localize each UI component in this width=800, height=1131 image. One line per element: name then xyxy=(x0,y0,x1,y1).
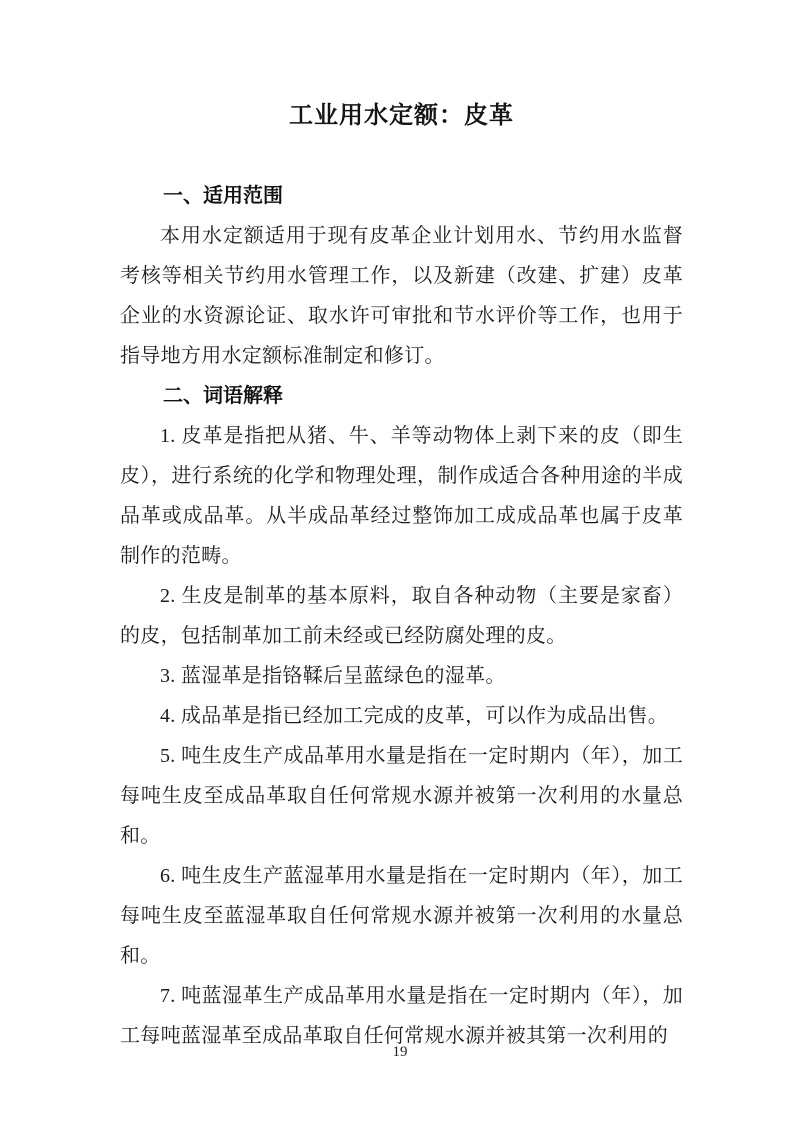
term-item-6: 6. 吨生皮生产蓝湿革用水量是指在一定时期内（年），加工每吨生皮至蓝湿革取自任何常规水源并被第一次利用的水量总和。 xyxy=(120,865,683,967)
term-item-1: 1. 皮革是指把从猪、牛、羊等动物体上剥下来的皮（即生皮），进行系统的化学和物理处理，制作成适合各种用途的半成品革或成品革。从半成品革经过整饰加工成成品革也属于皮革制作的范畴。 xyxy=(120,425,683,567)
term-item-4: 4. 成品革是指已经加工完成的皮革，可以作为成品出售。 xyxy=(160,705,669,727)
term-item-3: 3. 蓝湿革是指铬鞣后呈蓝绿色的湿革。 xyxy=(160,665,506,687)
page-title: 工业用水定额：皮革 xyxy=(289,103,514,129)
term-item-5: 5. 吨生皮生产成品革用水量是指在一定时期内（年），加工每吨生皮至成品革取自任何常规水源并被第一次利用的水量总和。 xyxy=(120,745,683,847)
section-heading-terms: 二、词语解释 xyxy=(163,385,283,407)
scope-paragraph: 本用水定额适用于现有皮革企业计划用水、节约用水监督考核等相关节约用水管理工作，以及新建（改建、扩建）皮革企业的水资源论证、取水许可审批和节水评价等工作，也用于指导地方用水定额标准制定和修订。 xyxy=(120,225,683,367)
page-content xyxy=(120,0,683,1056)
page-number: 19 xyxy=(392,1044,408,1060)
term-item-2: 2. 生皮是制革的基本原料，取自各种动物（主要是家畜）的皮，包括制革加工前未经或已经防腐处理的皮。 xyxy=(120,585,683,647)
section-heading-scope: 一、适用范围 xyxy=(163,185,283,207)
term-item-7: 7. 吨蓝湿革生产成品革用水量是指在一定时期内（年），加工每吨蓝湿革至成品革取自任何常规水源并被其第一次利用的 xyxy=(120,985,683,1047)
